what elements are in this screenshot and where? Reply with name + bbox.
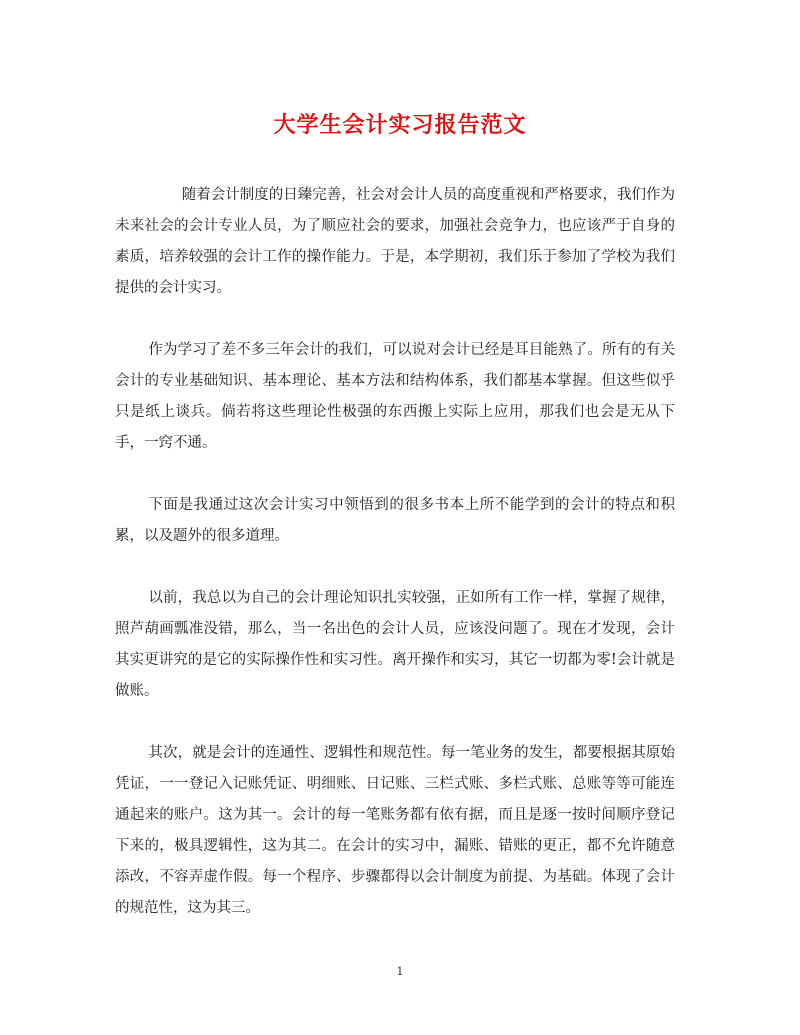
paragraph-1: 随着会计制度的日臻完善，社会对会计人员的高度重视和严格要求，我们作为未来社会的会计专业人员，为了顺应社会的要求，加强社会竞争力，也应该严于自身的素质，培养较强的会计工作的操作能力。于是，本学期初，我们乐于参加了学校为我们提供的会计实习。: [115, 187, 675, 296]
paragraph-4: 以前，我总以为自己的会计理论知识扎实较强，正如所有工作一样，掌握了规律，照芦葫画瓢准没错，那么，当一名出色的会计人员，应该没问题了。现在才发现，会计其实更讲究的是它的实际操作性和实习性。离开操作和实习，其它一切都为零!会计就是做账。: [115, 590, 675, 699]
paragraph-2: 作为学习了差不多三年会计的我们，可以说对会计已经是耳目能熟了。所有的有关会计的专业基础知识、基本理论、基本方法和结构体系，我们都基本掌握。但这些似乎只是纸上谈兵。倘若将这些理论性极强的东西搬上实际上应用，那我们也会是无从下手，一窍不通。: [115, 342, 675, 451]
paragraph-5: 其次，就是会计的连通性、逻辑性和规范性。每一笔业务的发生，都要根据其原始凭证，一一登记入记账凭证、明细账、日记账、三栏式账、多栏式账、总账等等可能连通起来的账户。这为其一。会计的每一笔账务都有依有据，而且是逐一按时间顺序登记下来的，极具逻辑性，这为其二。在会计的实习中，漏账、错账的更正，都不允许随意添改，不容弄虚作假。每一个程序、步骤都得以会计制度为前提、为基础。体现了会计的规范性，这为其三。: [115, 745, 675, 916]
document-title: 大学生会计实习报告范文: [273, 112, 527, 138]
page-number: 1: [396, 965, 404, 978]
paragraph-3: 下面是我通过这次会计实习中领悟到的很多书本上所不能学到的会计的特点和积累，以及题外的很多道理。: [115, 497, 675, 544]
document-body: [115, 180, 675, 955]
